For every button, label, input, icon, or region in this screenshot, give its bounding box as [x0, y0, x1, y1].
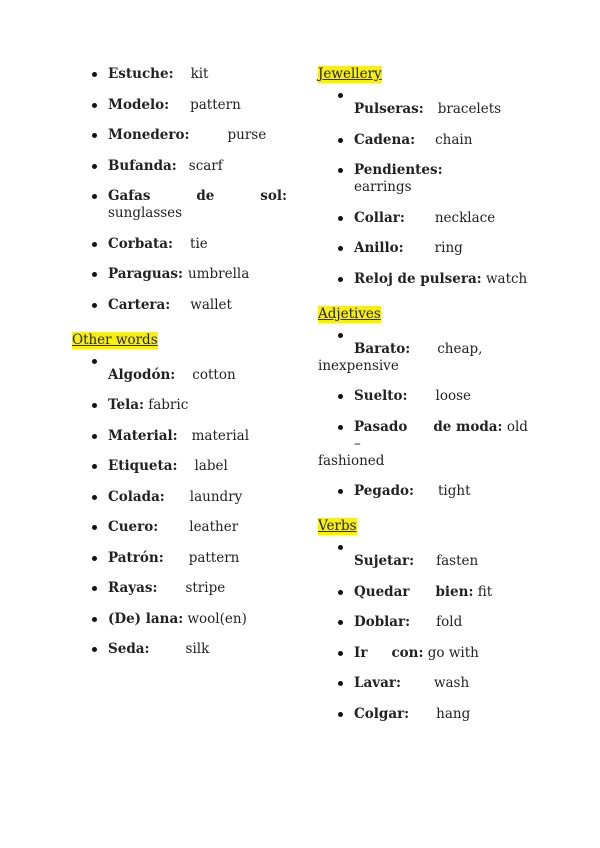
term: Modelo:: [108, 96, 170, 113]
list-item: [72, 188, 287, 222]
list-item: [72, 489, 287, 506]
translation: scarf: [188, 157, 223, 174]
verbs-list: [318, 539, 533, 723]
list-item: [72, 611, 287, 628]
translation: pattern: [190, 96, 241, 113]
list-item: [318, 614, 533, 631]
list-item: [318, 162, 533, 196]
list-item: [318, 327, 533, 375]
list-item: [72, 641, 287, 658]
term-part: de moda:: [433, 418, 503, 435]
term-part: Pasado: [354, 418, 408, 435]
term: Pendientes:: [354, 162, 443, 178]
translation: pattern: [188, 549, 240, 566]
list-item: [72, 580, 287, 597]
justified-term-line: [108, 188, 287, 205]
term: Estuche:: [108, 66, 174, 82]
term: Colgar:: [354, 705, 410, 722]
adjetives-section: [318, 306, 533, 501]
translation: label: [194, 458, 228, 474]
translation: sunglasses: [108, 205, 183, 221]
term-part: Gafas: [108, 188, 151, 204]
list-item: [318, 706, 533, 723]
term: Cuero:: [108, 519, 159, 535]
translation: stripe: [185, 580, 226, 596]
term: Collar:: [354, 209, 405, 226]
term-part: bien:: [435, 583, 474, 600]
translation: fold: [436, 614, 463, 630]
list-item: [72, 519, 287, 536]
term: Lavar:: [354, 675, 401, 691]
term-part: de: [196, 188, 215, 204]
translation: umbrella: [187, 266, 250, 282]
translation: chain: [435, 131, 473, 148]
list-item: [318, 240, 533, 257]
term-part: Quedar: [354, 583, 410, 600]
term: Pulseras:: [354, 101, 424, 117]
translation: earrings: [354, 179, 412, 195]
term: Reloj de pulsera:: [354, 270, 482, 287]
section-heading: Jewellery: [318, 66, 382, 82]
term: Material:: [108, 427, 178, 444]
translation: old –: [354, 418, 528, 452]
list-item: [72, 97, 287, 114]
list-item: [318, 584, 533, 601]
jewellery-list: [318, 87, 533, 288]
list-item: [318, 483, 533, 500]
translation: bracelets: [437, 101, 502, 117]
term-part: con:: [391, 644, 424, 661]
translation: loose: [435, 388, 472, 404]
translation: silk: [185, 641, 210, 657]
list-item: [72, 266, 287, 283]
translation: necklace: [434, 209, 496, 226]
term: Monedero:: [108, 127, 190, 143]
list-item: [318, 419, 533, 470]
list-item: [72, 66, 287, 83]
right-column: [318, 66, 533, 741]
left-column: [72, 66, 287, 672]
term: Anillo:: [354, 240, 404, 256]
list-item: [72, 397, 287, 414]
term: Algodón:: [108, 366, 176, 383]
list-item: [318, 271, 533, 288]
translation: laundry: [189, 488, 243, 505]
list-item: [318, 388, 533, 405]
translation-continued: inexpensive: [318, 357, 399, 374]
verbs-section: [318, 518, 533, 723]
term: Cartera:: [108, 296, 171, 313]
translation: leather: [189, 519, 239, 535]
term: Doblar:: [354, 614, 411, 630]
list-item: [318, 539, 533, 570]
section-heading: Adjetives: [318, 305, 381, 322]
list-item: [318, 210, 533, 227]
translation: tight: [438, 483, 471, 499]
translation: ring: [434, 240, 463, 256]
translation: fasten: [436, 553, 479, 569]
translation: fabric: [148, 397, 189, 413]
term: Tela:: [108, 397, 144, 413]
list-item: [72, 127, 287, 144]
other-words-section: [72, 332, 287, 659]
translation: hang: [436, 705, 471, 722]
other-words-list: [72, 353, 287, 659]
translation: material: [191, 427, 250, 444]
section-heading: Other words: [72, 331, 158, 348]
adjetives-list: [318, 327, 533, 501]
term: Sujetar:: [354, 553, 415, 569]
list-item: [72, 236, 287, 253]
term: Patrón:: [108, 549, 164, 566]
section-heading: Verbs: [318, 518, 357, 534]
translation-continued: fashioned: [318, 452, 385, 469]
list-item: [72, 458, 287, 475]
translation: go with: [427, 644, 479, 661]
translation: cheap,: [437, 340, 483, 357]
translation: wallet: [190, 296, 232, 313]
translation: watch: [485, 270, 528, 287]
clothing-items-list: [72, 66, 287, 314]
term: Pegado:: [354, 483, 414, 499]
term: Cadena:: [354, 131, 416, 148]
term: Rayas:: [108, 580, 158, 596]
list-item: [72, 297, 287, 314]
term: Bufanda:: [108, 157, 177, 174]
list-item: [72, 428, 287, 445]
translation: tie: [190, 235, 208, 252]
term: (De) lana:: [108, 610, 184, 627]
translation: kit: [190, 66, 209, 82]
list-item: [318, 645, 533, 662]
term: Seda:: [108, 641, 150, 657]
translation: purse: [227, 127, 267, 143]
term: Etiqueta:: [108, 458, 178, 474]
term: Colada:: [108, 488, 165, 505]
list-item: [318, 132, 533, 149]
term: Barato:: [354, 340, 411, 357]
list-item: [72, 353, 287, 384]
translation: wool(en): [187, 610, 247, 627]
term: Suelto:: [354, 388, 408, 404]
list-item: [72, 158, 287, 175]
translation: fit: [477, 583, 493, 600]
list-item: [318, 87, 533, 118]
term-part: Ir: [354, 644, 368, 661]
term: Paraguas:: [108, 266, 183, 282]
term: Corbata:: [108, 235, 174, 252]
list-item: [72, 550, 287, 567]
term-part: sol:: [260, 188, 287, 204]
translation: wash: [433, 675, 470, 691]
jewellery-section: [318, 66, 533, 288]
translation: cotton: [192, 366, 236, 383]
list-item: [318, 675, 533, 692]
